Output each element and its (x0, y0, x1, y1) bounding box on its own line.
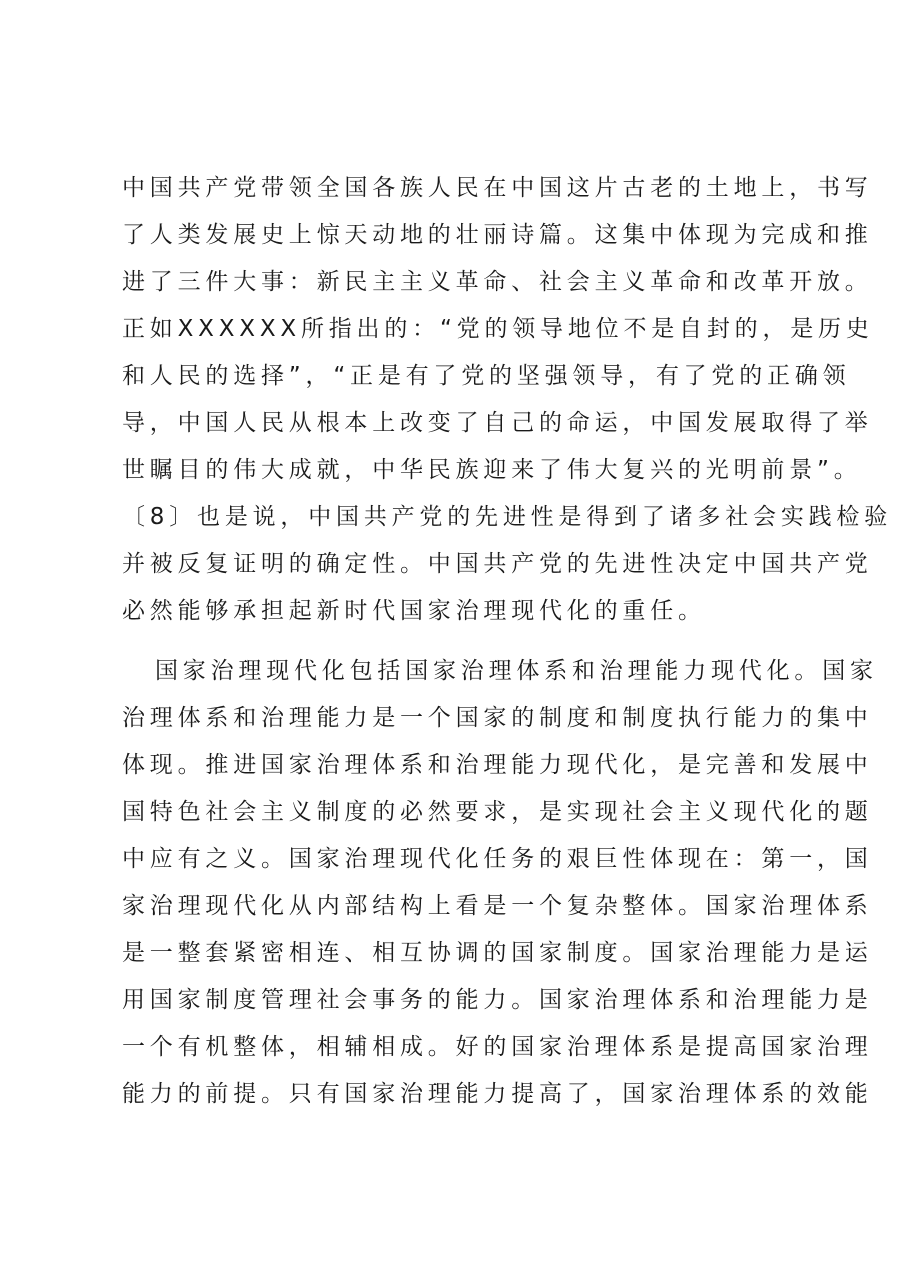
paragraph-line: 能力的前提。只有国家治理能力提高了，国家治理体系的效能 (122, 1081, 873, 1107)
paragraph-line: 家治理现代化从内部结构上看是一个复杂整体。国家治理体系 (122, 893, 873, 919)
paragraph-line: 治理体系和治理能力是一个国家的制度和制度执行能力的集中 (122, 705, 873, 731)
paragraph-line: 体现。推进国家治理体系和治理能力现代化，是完善和发展中 (122, 752, 873, 778)
paragraph-line: 正如XXXXXX所指出的：“党的领导地位不是自封的，是历史 (122, 316, 874, 342)
paragraph-line: 〔8〕也是说，中国共产党的先进性是得到了诸多社会实践检验 (122, 504, 893, 530)
paragraph-line: 中国共产党带领全国各族人民在中国这片古老的土地上，书写 (122, 175, 873, 201)
paragraph-2 (122, 648, 878, 1118)
paragraph-line: 中应有之义。国家治理现代化任务的艰巨性体现在：第一，国 (122, 846, 873, 872)
paragraph-1 (122, 165, 893, 635)
paragraph-line: 了人类发展史上惊天动地的壮丽诗篇。这集中体现为完成和推 (122, 222, 873, 248)
paragraph-line: 国特色社会主义制度的必然要求，是实现社会主义现代化的题 (122, 799, 873, 825)
paragraph-line: 导，中国人民从根本上改变了自己的命运，中国发展取得了举 (122, 410, 873, 436)
paragraph-line: 世瞩目的伟大成就，中华民族迎来了伟大复兴的光明前景”。 (122, 457, 862, 483)
paragraph-line: 用国家制度管理社会事务的能力。国家治理体系和治理能力是 (122, 987, 873, 1013)
paragraph-line: 必然能够承担起新时代国家治理现代化的重任。 (122, 598, 706, 624)
paragraph-line: 是一整套紧密相连、相互协调的国家制度。国家治理能力是运 (122, 940, 873, 966)
paragraph-line: 和人民的选择”，“正是有了党的坚强领导，有了党的正确领 (122, 363, 851, 389)
paragraph-line: 国家治理现代化包括国家治理体系和治理能力现代化。国家 (155, 658, 878, 684)
paragraph-line: 一个有机整体，相辅相成。好的国家治理体系是提高国家治理 (122, 1034, 873, 1060)
paragraph-line: 并被反复证明的确定性。中国共产党的先进性决定中国共产党 (122, 551, 873, 577)
paragraph-line: 进了三件大事：新民主主义革命、社会主义革命和改革开放。 (122, 269, 873, 295)
